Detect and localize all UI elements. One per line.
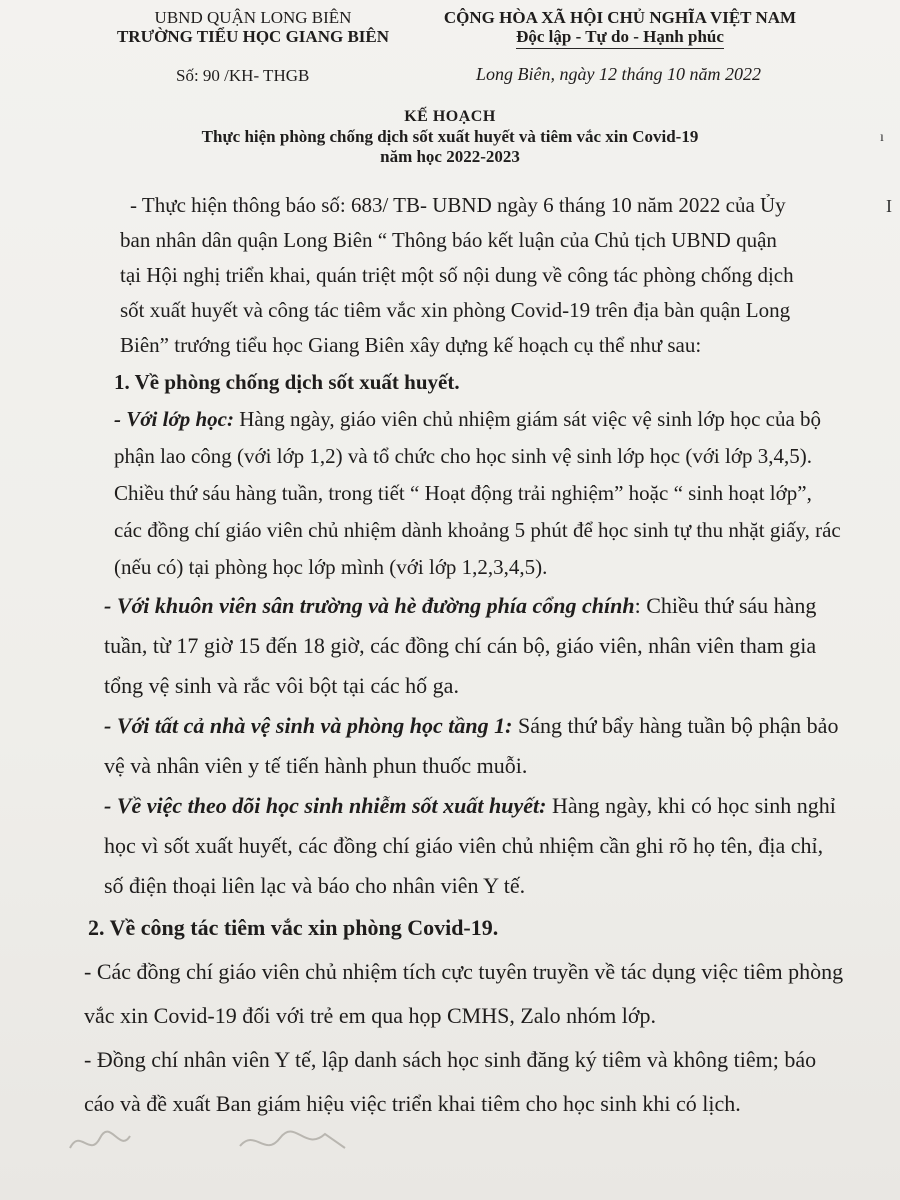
national-motto: Độc lập - Tự do - Hạnh phúc xyxy=(516,27,724,49)
title-heading: KẾ HOẠCH xyxy=(404,108,496,125)
item-lead: - Với khuôn viên sân trường và hè đường phía cổng chính xyxy=(104,593,635,618)
document-number: Số: 90 /KH- THGB xyxy=(176,66,310,85)
item-lead: - Với tất cả nhà vệ sinh và phòng học tầng 1: xyxy=(104,713,513,738)
title-subject: Thực hiện phòng chống dịch sốt xuất huyết và tiêm vắc xin Covid-19 xyxy=(201,127,699,146)
issuer-district: UBND QUẬN LONG BIÊN xyxy=(154,8,352,27)
section-2-heading: 2. Về công tác tiêm vắc xin phòng Covid-19. xyxy=(88,915,499,940)
national-title: CỘNG HÒA XÃ HỘI CHỦ NGHĨA VIỆT NAM xyxy=(443,8,797,27)
title-school-year: năm học 2022-2023 xyxy=(380,147,520,166)
section-1-item-monitoring xyxy=(104,786,845,906)
item-lead: - Với lớp học: xyxy=(114,407,234,431)
issuer-school: TRƯỜNG TIỂU HỌC GIANG BIÊN xyxy=(116,27,390,46)
intro-line: sốt xuất huyết và công tác tiêm vắc xin phòng Covid-19 trên địa bàn quận Long xyxy=(120,298,791,322)
section-2-item-propaganda: - Các đồng chí giáo viên chủ nhiệm tích cực tuyên truyền về tác dụng việc tiêm phòng vắc xin Covid-19 đối với trẻ em qua họp CMHS, Zalo nhóm lớp. xyxy=(84,959,844,1028)
section-1-item-classroom xyxy=(114,401,845,586)
intro-line: - Thực hiện thông báo số: 683/ TB- UBND ngày 6 tháng 10 năm 2022 của Ủy xyxy=(130,193,786,217)
issuer-block xyxy=(108,8,398,46)
national-motto-block xyxy=(420,8,820,49)
intro-line: tại Hội nghị triển khai, quán triệt một số nội dung về công tác phòng chống dịch xyxy=(120,263,794,287)
item-text: : Chiều thứ sáu hàng tuần, từ 17 giờ 15 đến 18 giờ, các đồng chí cán bộ, giáo viên, nhân viên tham gia tổng vệ sinh và rắc vôi bột tại các hố ga. xyxy=(104,593,817,698)
section-1-item-toilets xyxy=(104,706,845,786)
item-text: Hàng ngày, khi có học sinh nghỉ học vì sốt xuất huyết, các đồng chí giáo viên chủ nhiệm cần ghi rõ họ tên, địa chỉ, số điện thoại liên lạc và báo cho nhân viên Y tế. xyxy=(104,793,836,898)
edge-mark: ı xyxy=(880,130,884,145)
section-1-item-schoolyard xyxy=(104,586,845,706)
edge-mark: I xyxy=(886,196,892,216)
intro-line: ban nhân dân quận Long Biên “ Thông báo kết luận của Chủ tịch UBND quận xyxy=(120,228,777,252)
section-1-heading: 1. Về phòng chống dịch sốt xuất huyết. xyxy=(114,370,460,394)
item-lead: - Về việc theo dõi học sinh nhiễm sốt xuất huyết: xyxy=(104,793,547,818)
document-body xyxy=(84,188,845,1126)
item-text: Hàng ngày, giáo viên chủ nhiệm giám sát việc vệ sinh lớp học của bộ phận lao công (với lớp 1,2) và tổ chức cho học sinh vệ sinh lớp học (với lớp 3,4,5). Chiều thứ sáu hàng tuần, trong tiết “ Hoạt động trải nghiệm” hoặc “ sinh hoạt lớp”, các đồng chí giáo viên chủ nhiệm dành khoảng 5 phút để học sinh tự thu nhặt giấy, rác (nếu có) tại phòng học lớp mình (với lớp 1,2,3,4,5). xyxy=(114,407,841,579)
intro-line: Biên” trướng tiểu học Giang Biên xây dựng kế hoạch cụ thể như sau: xyxy=(120,333,702,357)
document-date: Long Biên, ngày 12 tháng 10 năm 2022 xyxy=(476,64,761,84)
item-text: Sáng thứ bẩy hàng tuần bộ phận bảo vệ và nhân viên y tế tiến hành phun thuốc muỗi. xyxy=(104,713,839,778)
section-2-item-medical-staff: - Đồng chí nhân viên Y tế, lập danh sách học sinh đăng ký tiêm và không tiêm; báo cáo và đề xuất Ban giám hiệu việc triển khai tiêm cho học sinh khi có lịch. xyxy=(84,1047,817,1116)
signature-image xyxy=(60,1108,360,1168)
document-title xyxy=(120,107,780,167)
